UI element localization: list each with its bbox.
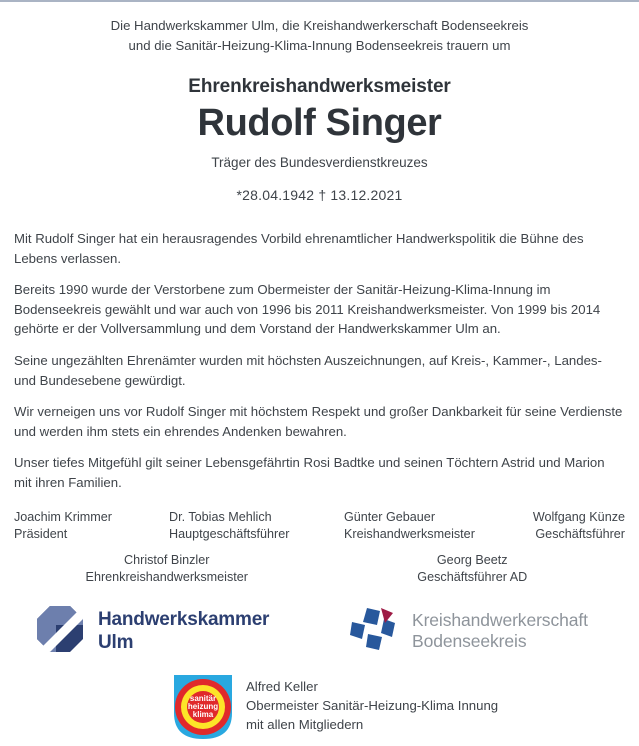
intro-line-1: Die Handwerkskammer Ulm, die Kreishandwerkerschaft Bodenseekreis bbox=[110, 18, 529, 33]
signatory-role: Geschäftsführer bbox=[535, 526, 625, 541]
paragraph-2: Bereits 1990 wurde der Verstorbene zum Obermeister der Sanitär-Heizung-Klima-Innung im Bodenseekreis gewählt und war auch von 1996 bis 2011 Kreishandwerksmeister. Von 1999 bis 2014 gehörte er der Vollversammlung und dem Vorstand der Handwerkskammer Ulm an. bbox=[14, 282, 601, 337]
logo-line-2: Bodenseekreis bbox=[412, 631, 527, 652]
signatory-name: Wolfgang Künze bbox=[532, 509, 625, 524]
signatory-item bbox=[344, 509, 500, 543]
honorary-title: Ehrenkreishandwerksmeister bbox=[188, 76, 451, 97]
shk-innung-block bbox=[0, 673, 639, 746]
life-dates: *28.04.1942 † 13.12.2021 bbox=[236, 187, 403, 203]
shk-sanitaer-heizung-klima-logo-icon bbox=[172, 673, 234, 746]
signatory-item bbox=[320, 552, 626, 586]
signatory-row-secondary bbox=[0, 552, 639, 586]
intro-block bbox=[0, 2, 639, 56]
shk-signatory-role: Obermeister Sanitär-Heizung-Klima Innung bbox=[246, 697, 499, 713]
pinwheel-diamonds-logo-icon bbox=[348, 604, 398, 659]
logo-line-1: Handwerkskammer bbox=[98, 609, 270, 631]
logo-line-2: Ulm bbox=[98, 632, 134, 654]
signatory-item bbox=[14, 509, 169, 543]
shk-word-klima: klima bbox=[192, 709, 214, 719]
shk-signatory-addendum: mit allen Mitgliedern bbox=[246, 716, 364, 732]
deceased-name: Rudolf Singer bbox=[197, 102, 442, 144]
shk-signatory bbox=[246, 673, 498, 734]
paragraph-5: Unser tiefes Mitgefühl gilt seiner Lebensgefährtin Rosi Badtke und seinen Töchtern Astrid und Marion mit ihren Familien. bbox=[14, 455, 605, 490]
signatory-role: Hauptgeschäftsführer bbox=[169, 526, 290, 541]
paragraph-4: Wir verneigen uns vor Rudolf Singer mit höchstem Respekt und großer Dankbarkeit für seine Verdienste und werden ihm stets ein ehrendes Andenken bewahren. bbox=[14, 404, 623, 439]
paragraph-3: Seine ungezählten Ehrenämter wurden mit höchsten Auszeichnungen, auf Kreis-, Kammer-, Landes- und Bundesebene gewürdigt. bbox=[14, 352, 602, 388]
signatory-item bbox=[169, 509, 344, 543]
signatory-role: Ehrenkreishandwerksmeister bbox=[85, 569, 248, 584]
signatory-role: Geschäftsführer AD bbox=[417, 569, 528, 584]
logo-kreishandwerkerschaft-bodenseekreis bbox=[336, 604, 625, 659]
signatory-row-primary bbox=[0, 509, 639, 543]
organization-logos bbox=[0, 604, 639, 659]
shk-signatory-name: Alfred Keller bbox=[246, 678, 318, 694]
deceased-subtitle: Träger des Bundesverdienstkreuzes bbox=[211, 155, 428, 170]
signatory-item bbox=[14, 552, 320, 586]
intro-line-2: und die Sanitär-Heizung-Klima-Innung Bodenseekreis trauern um bbox=[128, 38, 511, 53]
signatory-name: Dr. Tobias Mehlich bbox=[169, 509, 272, 524]
obituary-body bbox=[0, 229, 639, 493]
signatory-name: Christof Binzler bbox=[124, 552, 210, 567]
octagon-logo-icon bbox=[36, 605, 84, 658]
handwerkskammer-wordmark bbox=[98, 608, 269, 654]
signatory-role: Präsident bbox=[14, 526, 68, 541]
signatory-role: Kreishandwerksmeister bbox=[344, 526, 475, 541]
logo-handwerkskammer-ulm bbox=[14, 605, 336, 658]
shk-word-heizung: heizung bbox=[187, 701, 219, 711]
signatory-item bbox=[500, 509, 625, 543]
kreishandwerkerschaft-wordmark bbox=[412, 610, 588, 652]
paragraph-1: Mit Rudolf Singer hat ein herausragendes Vorbild ehrenamtlicher Handwerkspolitik die Bühne des Lebens verlassen. bbox=[14, 231, 584, 266]
signatory-name: Joachim Krimmer bbox=[14, 509, 112, 524]
signatory-name: Georg Beetz bbox=[436, 552, 508, 567]
signatory-name: Günter Gebauer bbox=[344, 509, 436, 524]
logo-line-1: Kreishandwerkerschaft bbox=[412, 610, 588, 631]
shk-word-sanitaer: sanitär bbox=[189, 693, 217, 703]
